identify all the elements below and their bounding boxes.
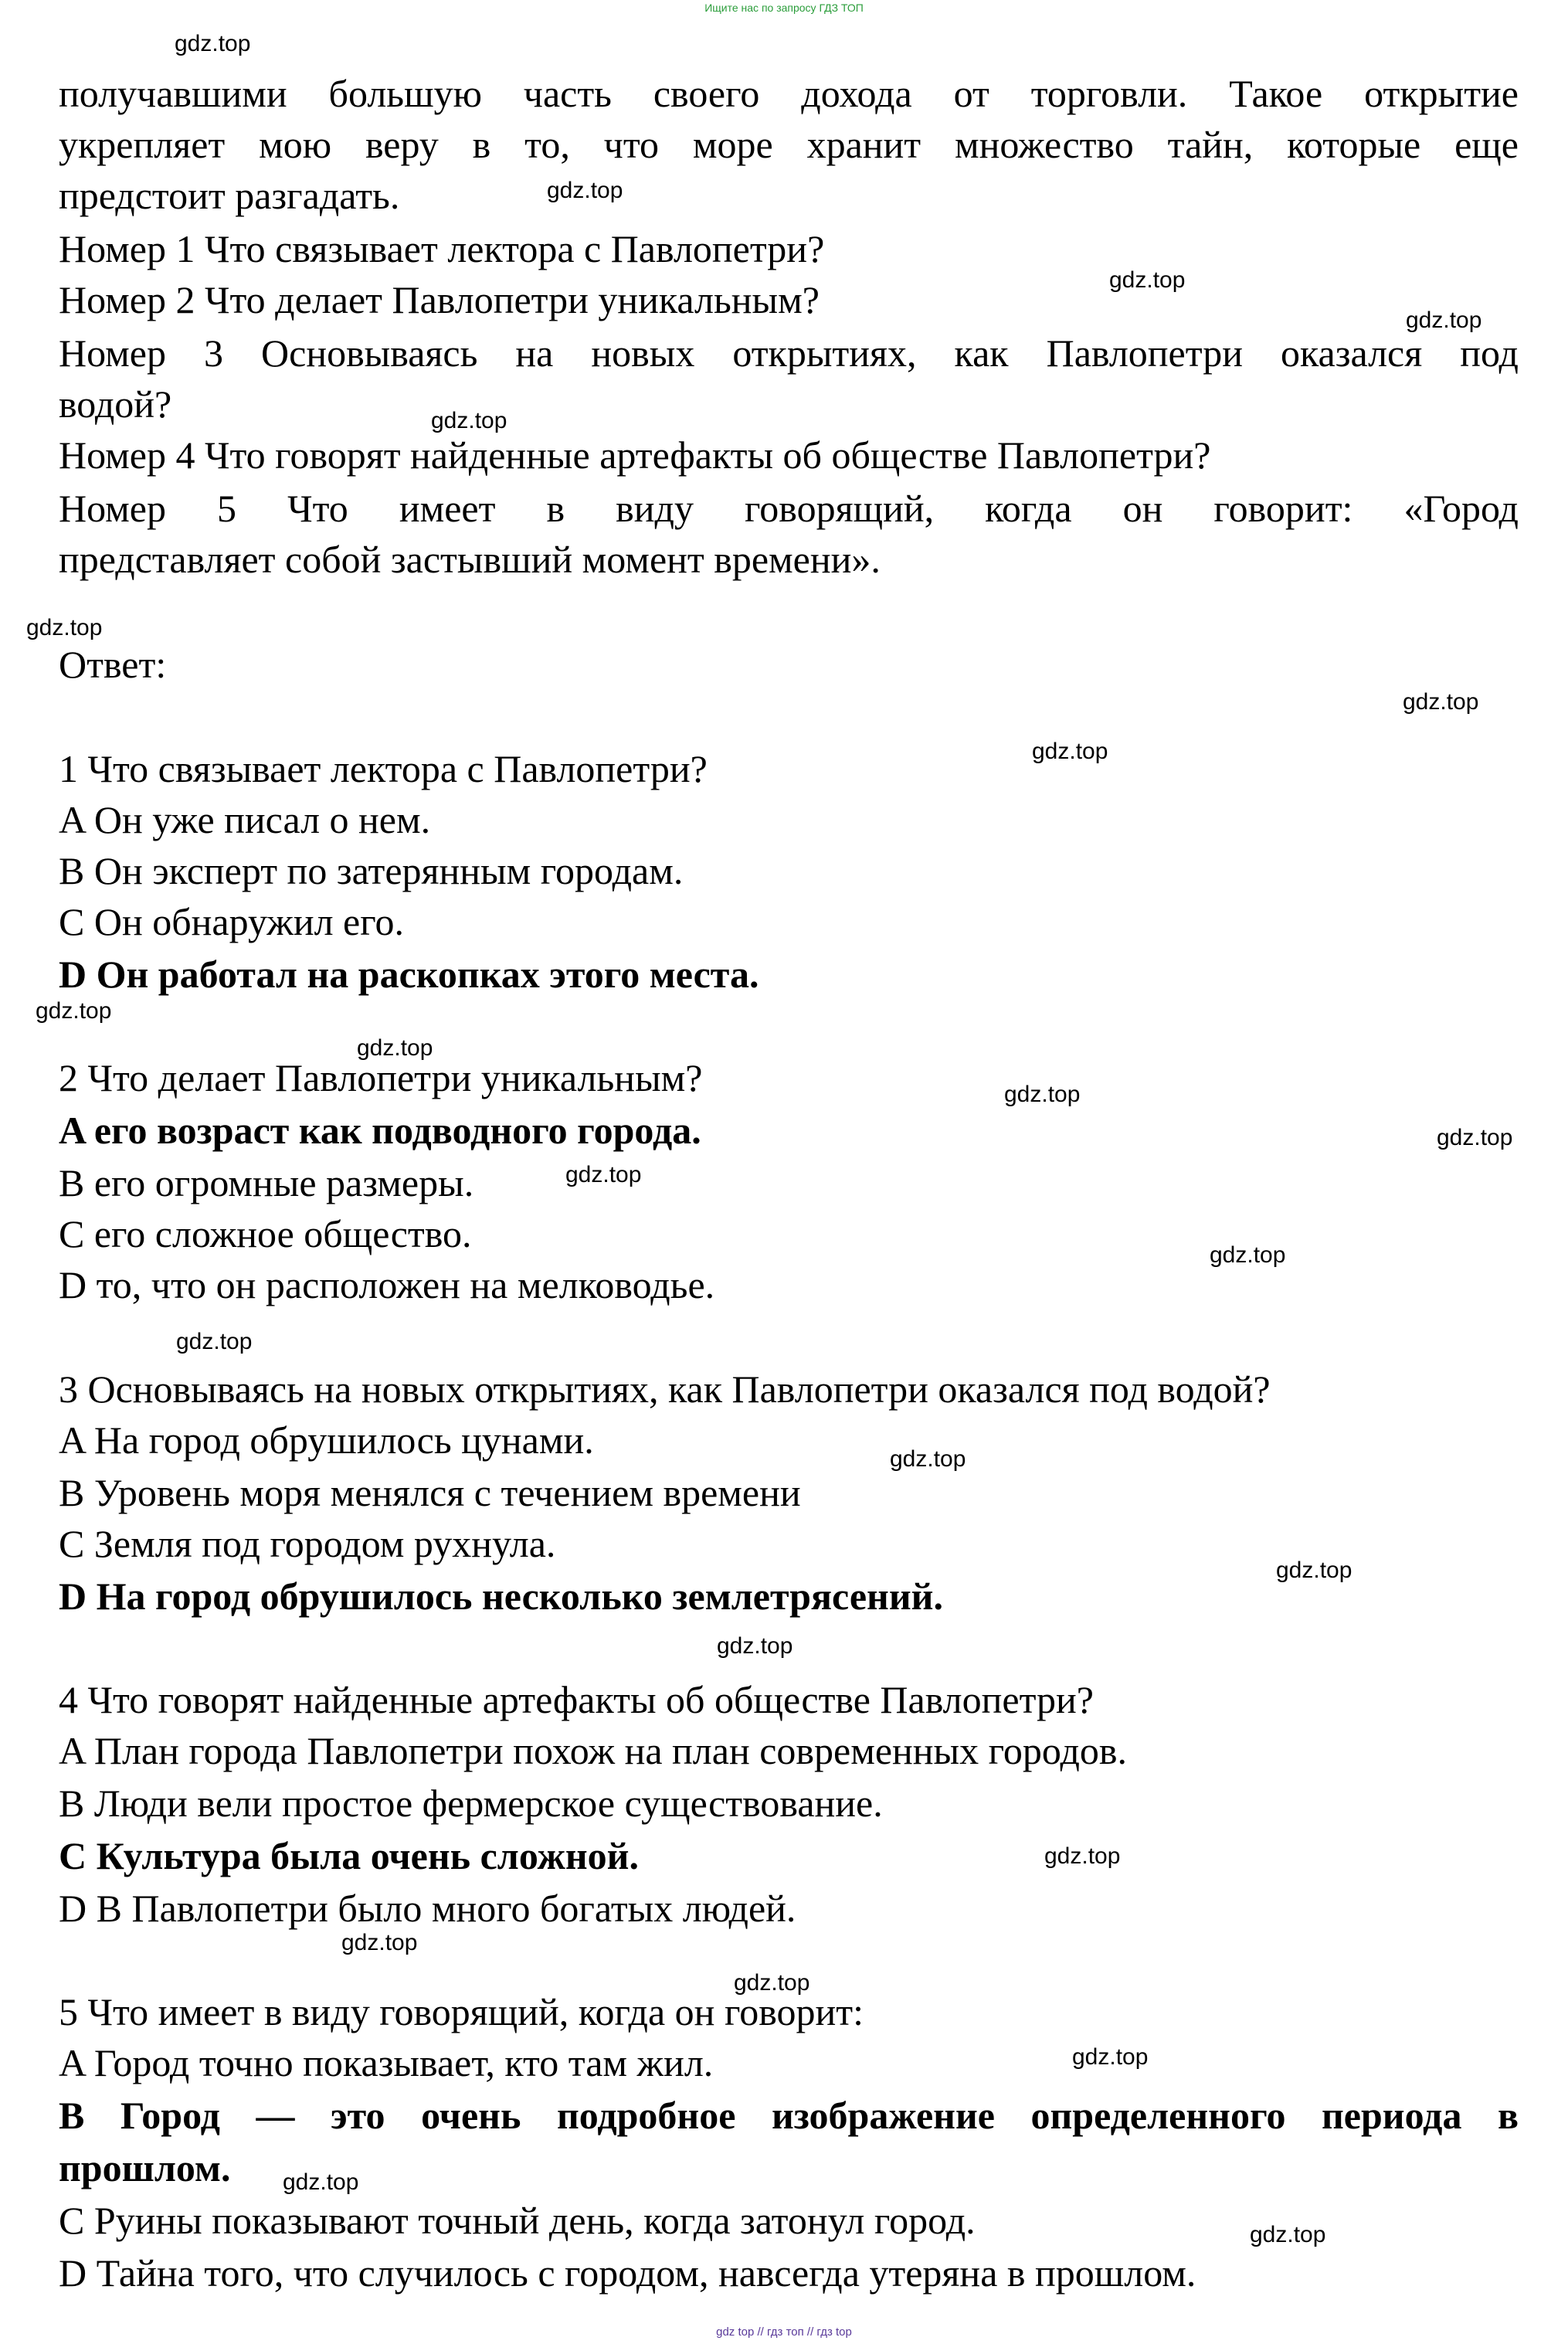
- question-list-3-line-1: Номер 3 Основываясь на новых открытиях, как Павлопетри оказался под: [59, 331, 1519, 375]
- answer-2-option-c: C его сложное общество.: [59, 1212, 472, 1255]
- watermark: gdz.top: [1403, 689, 1479, 715]
- question-list-5-line-2: представляет собой застывший момент времени».: [59, 538, 881, 581]
- watermark: gdz.top: [36, 998, 112, 1024]
- watermark: gdz.top: [1109, 267, 1186, 293]
- answer-5-option-b-correct-line-1: B Город — это очень подробное изображение определенного периода в: [59, 2094, 1519, 2137]
- watermark: gdz.top: [176, 1329, 253, 1354]
- answer-2-option-a-correct: A его возраст как подводного города.: [59, 1109, 701, 1152]
- answer-1-option-c: C Он обнаружил его.: [59, 900, 404, 943]
- watermark: gdz.top: [717, 1633, 793, 1659]
- answer-1-question: 1 Что связывает лектора с Павлопетри?: [59, 747, 708, 790]
- answer-4-question: 4 Что говорят найденные артефакты об обществе Павлопетри?: [59, 1678, 1094, 1721]
- intro-line-3: предстоит разгадать.: [59, 174, 400, 217]
- answer-2-option-d: D то, что он расположен на мелководье.: [59, 1263, 715, 1306]
- answer-5-option-d: D Тайна того, что случилось с городом, навсегда утеряна в прошлом.: [59, 2251, 1196, 2295]
- answer-5-option-a: A Город точно показывает, кто там жил.: [59, 2041, 714, 2084]
- answer-1-option-a: A Он уже писал о нем.: [59, 798, 431, 841]
- watermark: gdz.top: [26, 615, 103, 640]
- answer-1-option-b: B Он эксперт по затерянным городам.: [59, 849, 684, 892]
- watermark: gdz.top: [734, 1970, 810, 1996]
- answer-4-option-c-correct: C Культура была очень сложной.: [59, 1834, 639, 1877]
- answer-4-option-b: B Люди вели простое фермерское существование.: [59, 1782, 883, 1825]
- watermark: gdz.top: [283, 2169, 359, 2195]
- top-banner: Ищите нас по запросу ГДЗ ТОП: [704, 2, 864, 14]
- answer-label: Ответ:: [59, 643, 167, 686]
- answer-2-question: 2 Что делает Павлопетри уникальным?: [59, 1056, 703, 1099]
- intro-line-2: укрепляет мою веру в то, что море хранит множество тайн, которые еще: [59, 123, 1519, 166]
- watermark: gdz.top: [1406, 307, 1482, 333]
- watermark: gdz.top: [357, 1035, 433, 1061]
- watermark: gdz.top: [431, 408, 507, 433]
- question-list-1: Номер 1 Что связывает лектора с Павлопетри?: [59, 227, 825, 270]
- answer-3-option-b: B Уровень моря менялся с течением времени: [59, 1471, 801, 1514]
- watermark: gdz.top: [547, 178, 623, 203]
- answer-5-option-b-correct-line-2: прошлом.: [59, 2146, 231, 2189]
- answer-4-option-a: A План города Павлопетри похож на план современных городов.: [59, 1729, 1128, 1772]
- watermark: gdz.top: [1044, 1843, 1121, 1869]
- watermark: gdz.top: [1210, 1242, 1286, 1268]
- watermark: gdz.top: [565, 1162, 642, 1187]
- bottom-banner: gdz top // гдз топ // гдз top: [716, 2325, 852, 2339]
- intro-line-1: получавшими большую часть своего дохода от торговли. Такое открытие: [59, 72, 1519, 115]
- answer-3-option-a: A На город обрушилось цунами.: [59, 1418, 594, 1462]
- watermark: gdz.top: [890, 1446, 966, 1472]
- answer-5-option-c: C Руины показывают точный день, когда затонул город.: [59, 2199, 976, 2242]
- answer-5-question: 5 Что имеет в виду говорящий, когда он говорит:: [59, 1990, 864, 2033]
- answer-3-question: 3 Основываясь на новых открытиях, как Павлопетри оказался под водой?: [59, 1367, 1271, 1411]
- watermark: gdz.top: [175, 31, 251, 56]
- watermark: gdz.top: [1032, 739, 1108, 764]
- question-list-4: Номер 4 Что говорят найденные артефакты об обществе Павлопетри?: [59, 433, 1211, 477]
- watermark: gdz.top: [341, 1930, 418, 1955]
- question-list-5-line-1: Номер 5 Что имеет в виду говорящий, когда он говорит: «Город: [59, 487, 1519, 530]
- watermark: gdz.top: [1072, 2044, 1149, 2070]
- watermark: gdz.top: [1437, 1125, 1513, 1150]
- question-list-3-line-2: водой?: [59, 382, 172, 426]
- answer-3-option-c: C Земля под городом рухнула.: [59, 1522, 556, 1565]
- answer-2-option-b: B его огромные размеры.: [59, 1161, 474, 1204]
- watermark: gdz.top: [1250, 2222, 1326, 2247]
- answer-1-option-d-correct: D Он работал на раскопках этого места.: [59, 953, 759, 996]
- watermark: gdz.top: [1004, 1082, 1081, 1107]
- watermark: gdz.top: [1276, 1558, 1352, 1583]
- answer-4-option-d: D В Павлопетри было много богатых людей.: [59, 1887, 796, 1930]
- question-list-2: Номер 2 Что делает Павлопетри уникальным?: [59, 278, 820, 321]
- answer-3-option-d-correct: D На город обрушилось несколько землетрясений.: [59, 1575, 943, 1618]
